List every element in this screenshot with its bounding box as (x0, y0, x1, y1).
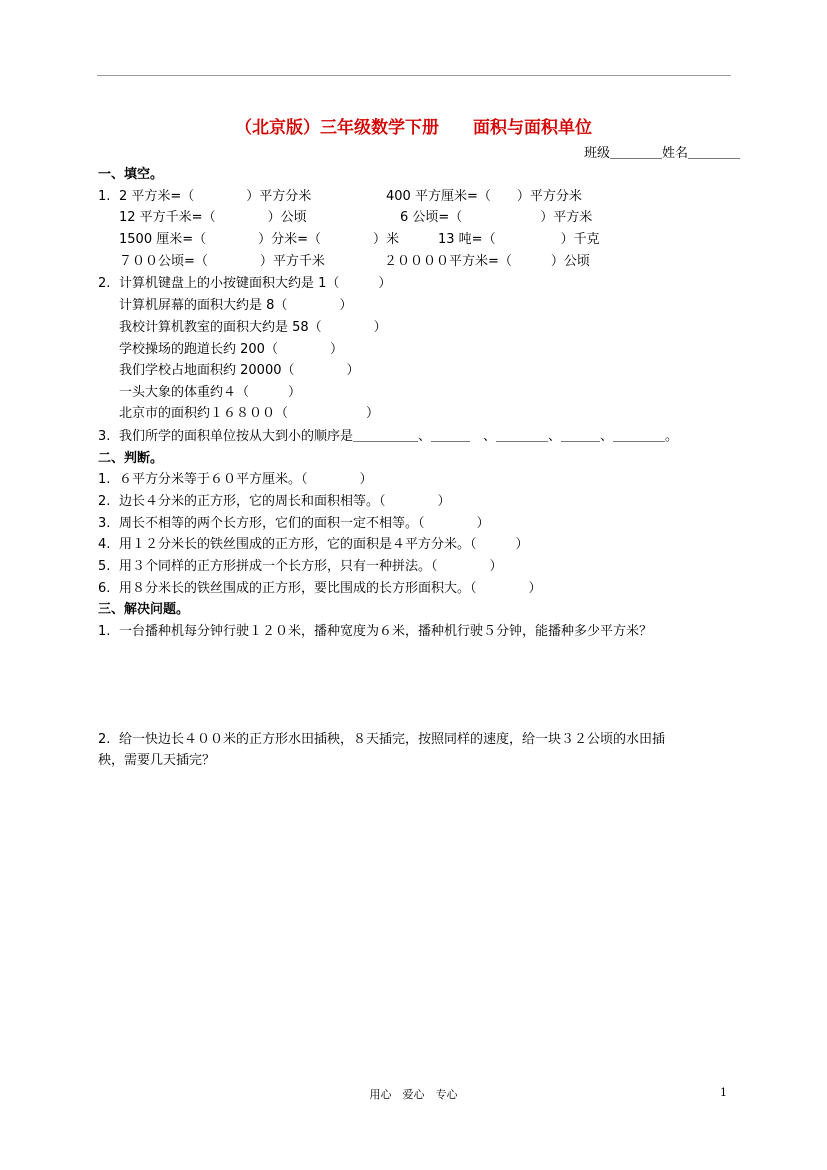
problem-2-number: 2. (98, 732, 111, 747)
q1-line3a: 1500 厘米=（ ）分米=（ ）米 (119, 232, 400, 247)
section-2-heading: 二、判断。 (98, 451, 164, 466)
q1-line3b: 13 吨=（ ）千克 (438, 232, 600, 247)
q2-line6: 一头大象的体重约４（ ） (119, 385, 302, 400)
judge-6-number: 6. (98, 581, 111, 596)
q1-number: 1. (98, 189, 111, 204)
q2-line5: 我们学校占地面积约 20000（ ） (119, 363, 360, 378)
q1-line2a: 12 平方千米=（ ）公顷 (119, 210, 307, 225)
page-number: 1 (720, 1086, 727, 1099)
q2-line7: 北京市的面积约１６８００（ ） (119, 406, 380, 421)
judge-1-text: ６平方分米等于６０平方厘米。（ ） (119, 472, 373, 487)
judge-4-number: 4. (98, 537, 111, 552)
q2-number: 2. (98, 276, 111, 291)
problem-2-line2: 秧，需要几天插完？ (98, 753, 216, 768)
judge-5-text: 用３个同样的正方形拼成一个长方形，只有一种拼法。（ ） (119, 559, 503, 574)
q2-line3: 我校计算机教室的面积大约是 58（ ） (119, 320, 387, 335)
q1-line2b: 6 公顷=（ ）平方米 (400, 210, 593, 225)
class-name-line: 班级＿＿＿＿姓名＿＿＿＿ (584, 146, 741, 161)
header-rule (97, 75, 731, 76)
section-1-heading: 一、填空。 (98, 167, 164, 182)
problem-1-text: 一台播种机每分钟行驶１２０米，播种宽度为６米，播种机行驶５分钟，能播种多少平方米？ (119, 624, 653, 639)
q2-line4: 学校操场的跑道长约 200（ ） (119, 342, 343, 357)
q1-line4a: ７００公顷=（ ）平方千米 (119, 254, 325, 269)
q3-number: 3. (98, 429, 111, 444)
judge-4-text: 用１２分米长的铁丝围成的正方形，它的面积是４平方分米。（ ） (119, 537, 529, 552)
q1-line4b: ２００００平方米=（ ）公顷 (384, 254, 590, 269)
judge-5-number: 5. (98, 559, 111, 574)
q1-line1b: 400 平方厘米=（ ）平方分米 (386, 189, 582, 204)
judge-6-text: 用８分米长的铁丝围成的正方形，要比围成的长方形面积大。（ ） (119, 581, 542, 596)
judge-3-number: 3. (98, 516, 111, 531)
q2-line2: 计算机屏幕的面积大约是 8（ ） (119, 298, 353, 313)
judge-2-text: 边长４分米的正方形，它的周长和面积相等。（ ） (119, 494, 451, 509)
page-footer: 用心 爱心 专心 (369, 1088, 458, 1101)
page-title: （北京版）三年级数学下册 面积与面积单位 (235, 118, 592, 138)
judge-3-text: 周长不相等的两个长方形，它们的面积一定不相等。（ ） (119, 516, 490, 531)
q1-line1a: 2 平方米=（ ）平方分米 (119, 189, 312, 204)
q2-line1: 计算机键盘上的小按键面积大约是 1（ ） (119, 276, 392, 291)
judge-2-number: 2. (98, 494, 111, 509)
q3-text: 我们所学的面积单位按从大到小的顺序是＿＿＿＿＿、＿＿＿ 、＿＿＿＿、＿＿＿、＿＿＿＿。 (119, 429, 679, 444)
problem-1-number: 1. (98, 624, 111, 639)
problem-2-line1: 给一快边长４００米的正方形水田插秧，８天插完，按照同样的速度，给一块３２公顷的水田插 (119, 732, 666, 747)
section-3-heading: 三、解决问题。 (98, 602, 190, 617)
judge-1-number: 1. (98, 472, 111, 487)
